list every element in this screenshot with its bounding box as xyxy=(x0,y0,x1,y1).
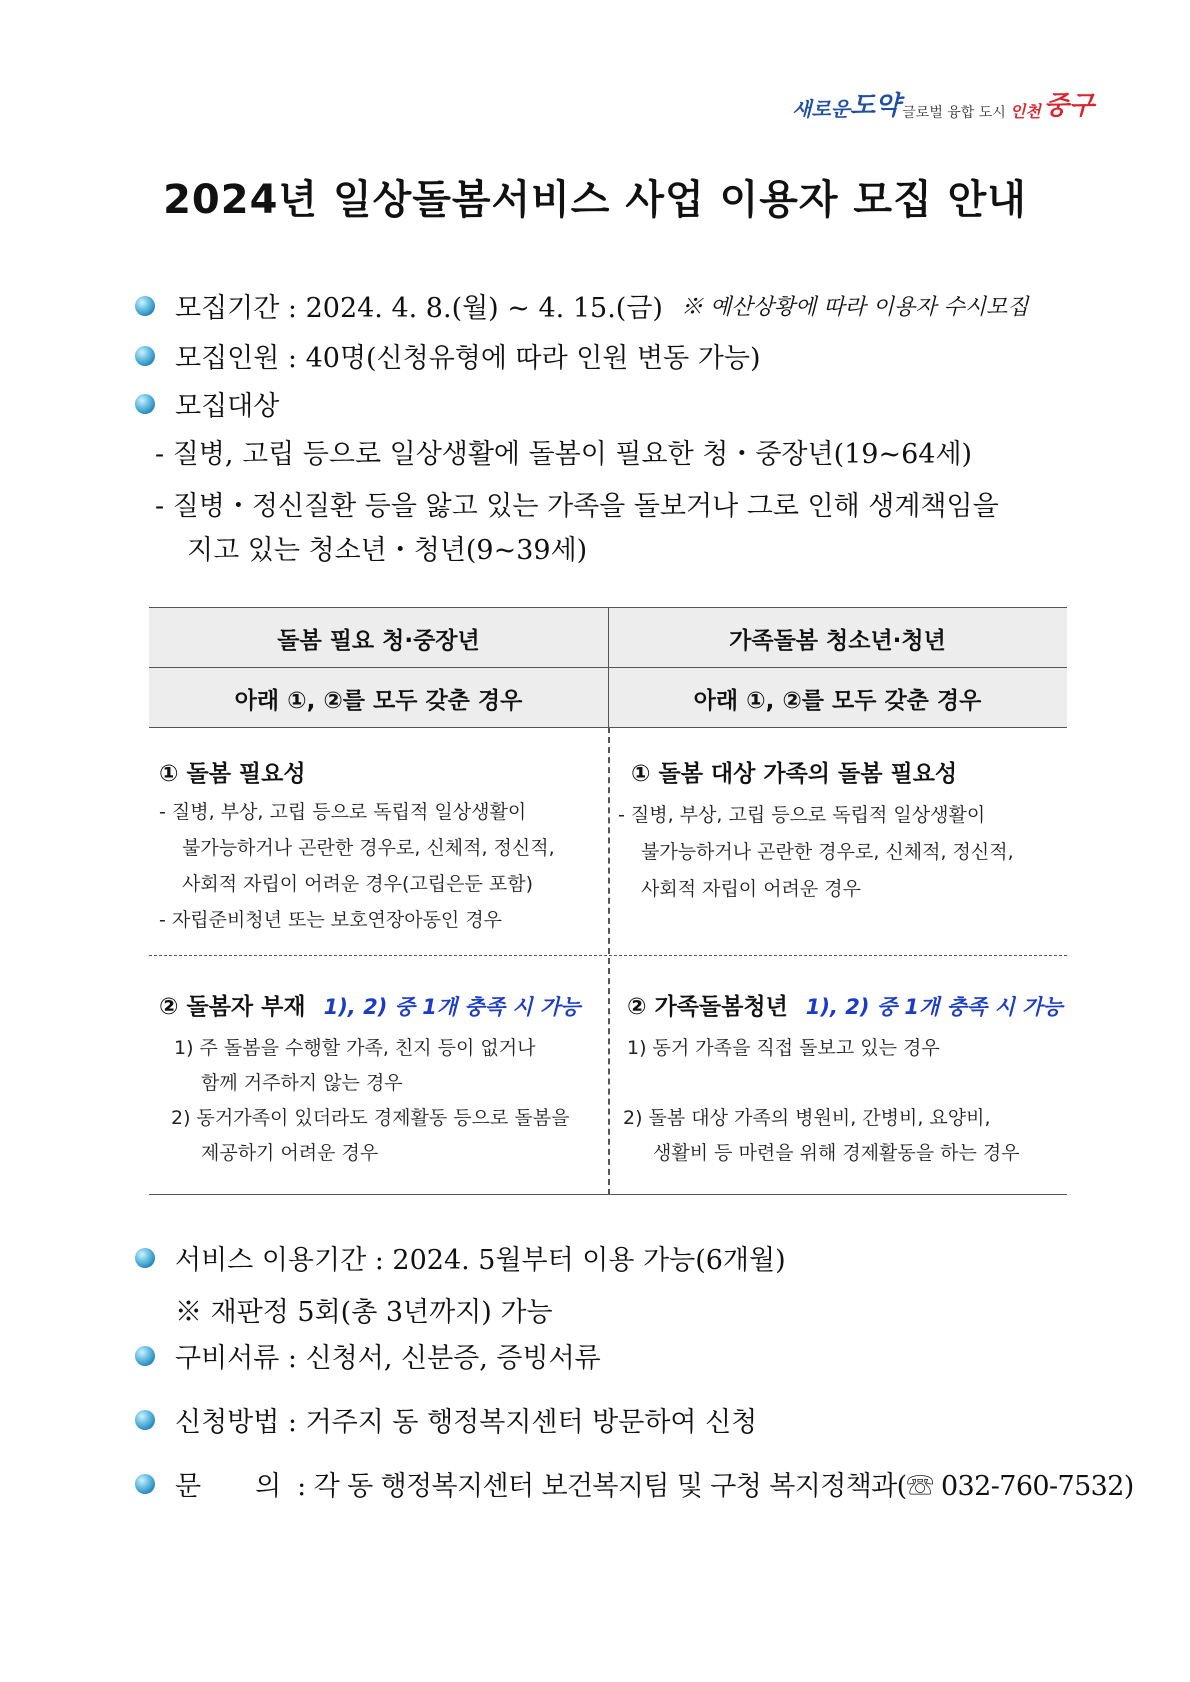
service-period-text: 서비스 이용기간 : 2024. 5월부터 이용 가능(6개월) xyxy=(175,1245,786,1276)
logo-gu: 중구 xyxy=(1043,91,1094,121)
bullet-icon xyxy=(135,346,155,366)
recruit-period-note: ※ 예산상황에 따라 이용자 수시모집 xyxy=(680,295,1029,320)
required-documents xyxy=(135,1336,601,1375)
right-caregiver-line: 1) 동거 가족을 직접 돌보고 있는 경우 xyxy=(627,1037,940,1059)
left-absence-line: 2) 동거가족이 있더라도 경제활동 등으로 돌봄을 xyxy=(171,1107,570,1129)
left-need-line: - 질병, 부상, 고립 등으로 독립적 일상생활이 xyxy=(159,801,527,823)
recruit-number-text: 모집인원 : 40명(신청유형에 따라 인원 변동 가능) xyxy=(175,343,761,374)
bullet-icon xyxy=(135,1474,155,1494)
recruit-period xyxy=(135,286,1028,325)
eligibility-table xyxy=(149,607,1067,1195)
right-need-line: 불가능하거나 곤란한 경우로, 신체적, 정신적, xyxy=(641,841,1014,863)
right-caregiver-line: 생활비 등 마련을 위해 경제활동을 하는 경우 xyxy=(653,1142,1020,1164)
service-period xyxy=(135,1238,786,1277)
right-caregiver-title xyxy=(627,988,1063,1021)
target-item-1: - 질병, 고립 등으로 일상생활에 돌봄이 필요한 청・중장년(19~64세) xyxy=(155,439,973,470)
bullet-icon xyxy=(135,1410,155,1430)
table-body-column-divider xyxy=(608,727,610,1195)
col2-subheader: 아래 ①, ②를 모두 갖춘 경우 xyxy=(693,688,982,714)
left-need-line: - 자립준비청년 또는 보호연장아동인 경우 xyxy=(159,909,503,931)
left-absence-condition: 1), 2) 중 1개 충족 시 가능 xyxy=(323,995,581,1019)
application-method-text: 신청방법 : 거주지 동 행정복지센터 방문하여 신청 xyxy=(175,1407,758,1438)
inquiry xyxy=(135,1464,1134,1503)
inquiry-label: 문 의 xyxy=(175,1471,282,1502)
right-need-line: 사회적 자립이 어려운 경우 xyxy=(641,878,862,900)
right-need-title: ① 돌봄 대상 가족의 돌봄 필요성 xyxy=(631,761,958,787)
target-item-2-cont: 지고 있는 청소년・청년(9~39세) xyxy=(187,535,588,566)
application-method xyxy=(135,1400,757,1439)
recruit-target-heading: 모집대상 xyxy=(175,391,280,422)
logo-city: 인천 xyxy=(1009,102,1041,121)
right-caregiver-condition: 1), 2) 중 1개 충족 시 가능 xyxy=(805,995,1063,1019)
left-need-line: 불가능하거나 곤란한 경우로, 신체적, 정신적, xyxy=(182,837,555,859)
bullet-icon xyxy=(135,1346,155,1366)
right-caregiver-line: 2) 돌봄 대상 가족의 병원비, 간병비, 요양비, xyxy=(623,1107,991,1129)
recruit-period-text: 모집기간 : 2024. 4. 8.(월) ~ 4. 15.(금) xyxy=(175,293,663,324)
bullet-icon xyxy=(135,296,155,316)
left-absence-title xyxy=(159,988,580,1021)
district-logo xyxy=(792,82,1094,122)
service-period-note: ※ 재판정 5회(총 3년까지) 가능 xyxy=(175,1297,553,1328)
target-item-2: - 질병・정신질환 등을 앓고 있는 가족을 돌보거나 그로 인해 생계책임을 xyxy=(155,491,999,522)
logo-slogan: 글로벌 융합 도시 xyxy=(902,105,1006,121)
recruit-target xyxy=(135,384,279,423)
left-absence-line: 1) 주 돌봄을 수행할 가족, 친지 등이 없거나 xyxy=(174,1037,536,1059)
bullet-icon xyxy=(135,1248,155,1268)
required-documents-text: 구비서류 : 신청서, 신분증, 증빙서류 xyxy=(175,1343,601,1374)
left-absence-line: 함께 거주하지 않는 경우 xyxy=(201,1072,403,1094)
left-absence-title-text: ② 돌봄자 부재 xyxy=(159,994,306,1020)
col1-header: 돌봄 필요 청·중장년 xyxy=(277,628,480,654)
recruit-number xyxy=(135,336,761,375)
right-caregiver-title-text: ② 가족돌봄청년 xyxy=(627,994,788,1020)
bullet-icon xyxy=(135,394,155,414)
col1-subheader: 아래 ①, ②를 모두 갖춘 경우 xyxy=(234,688,523,714)
inquiry-text: : 각 동 행정복지센터 보건복지팀 및 구청 복지정책과(☏ 032-760-7532) xyxy=(297,1471,1134,1502)
left-need-title: ① 돌봄 필요성 xyxy=(159,761,306,787)
page-title: 2024년 일상돌봄서비스 사업 이용자 모집 안내 xyxy=(163,177,1027,223)
right-need-line: - 질병, 부상, 고립 등으로 독립적 일상생활이 xyxy=(618,804,986,826)
logo-leap: 도약 xyxy=(850,91,901,121)
left-absence-line: 제공하기 어려운 경우 xyxy=(201,1142,379,1164)
col2-header: 가족돌봄 청소년·청년 xyxy=(729,628,946,654)
left-need-line: 사회적 자립이 어려운 경우(고립은둔 포함) xyxy=(182,873,534,895)
logo-new: 새로운 xyxy=(792,97,851,121)
